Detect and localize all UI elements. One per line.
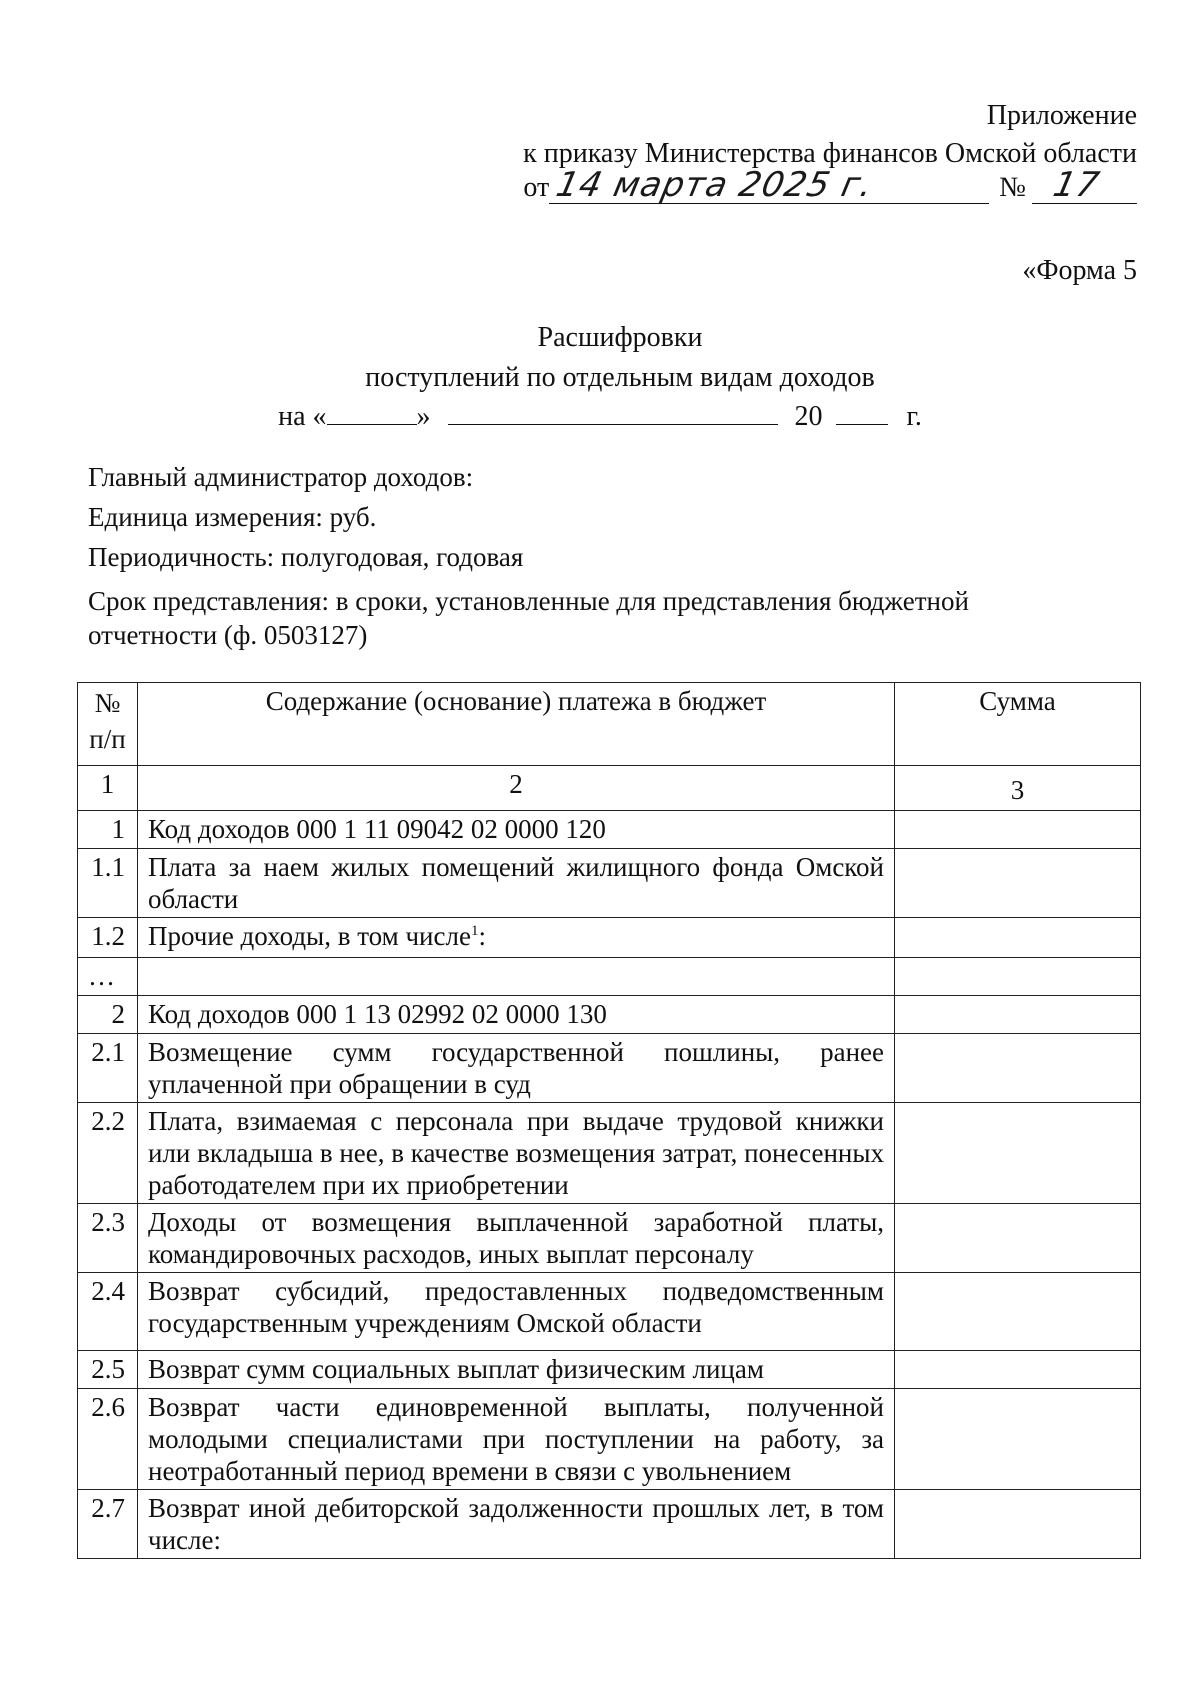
meta-period: Периодичность: полугодовая, годовая [88,542,524,572]
row-number: 2.1 [78,1034,138,1103]
row-content: Возмещение сумм государственной пошлины, ранее уплаченной при обращении в суд [138,1034,895,1103]
row-content: Плата, взимаемая с персонала при выдаче трудовой книжки или вкладыша в нее, в качестве возмещения затрат, понесенных работодателем при их приобретении [138,1103,895,1204]
year-suffix: г. [906,401,922,432]
row-sum [895,849,1141,918]
row-content: Возврат субсидий, предоставленных подведомственным государственным учреждениям Омской области [138,1273,895,1351]
table-row [78,1034,1141,1103]
table-row [78,1389,1141,1490]
date-prefix: от [523,172,550,203]
header-content: Содержание (основание) платежа в бюджет [138,683,895,766]
table-row [78,1351,1141,1389]
row-content-text: Прочие доходы, в том числе [148,921,471,951]
row-content: Код доходов 000 1 11 09042 02 0000 120 [138,811,895,849]
table-row [78,1103,1141,1204]
row-sum [895,958,1141,996]
row-sum [895,1034,1141,1103]
row-sum [895,1351,1141,1389]
row-content: Плата за наем жилых помещений жилищного фонда Омской области [138,849,895,918]
row-number: 1.1 [78,849,138,918]
table-row [78,811,1141,849]
row-sum [895,918,1141,958]
row-content: Возврат части единовременной выплаты, полученной молодыми специалистами при поступлении на работу, за неотработанный период времени в связи с увольнением [138,1389,895,1490]
row-sum [895,996,1141,1034]
number-field [1032,165,1137,205]
row-number: 2.4 [78,1273,138,1351]
row-number: 2.7 [78,1490,138,1559]
table-row [78,918,1141,958]
row-content-tail: : [478,921,486,951]
row-sum [895,1204,1141,1273]
row-number: 2.2 [78,1103,138,1204]
row-content [138,958,895,996]
row-content: Возврат сумм социальных выплат физическим лицам [138,1351,895,1389]
row-content: Код доходов 000 1 13 02992 02 0000 130 [138,996,895,1034]
table-index-row [78,766,1141,811]
date-field [549,165,989,205]
row-content [138,918,895,958]
table-row [78,996,1141,1034]
row-number: 2 [78,996,138,1034]
row-content: Возврат иной дебиторской задолженности прошлых лет, в том числе: [138,1490,895,1559]
report-date-line [0,400,1200,433]
row-sum [895,1273,1141,1351]
row-number: 1.2 [78,918,138,958]
page-subtitle: поступлений по отдельным видам доходов [365,362,875,393]
appendix-date-line [523,165,1137,205]
day-blank [327,400,417,425]
table-header-row [78,683,1141,766]
handwritten-date: 14 марта 2025 г. [553,165,878,205]
year-prefix: 20 [794,401,823,432]
index-cell-2: 2 [138,766,895,811]
row-number: … [78,958,138,996]
index-cell-1: 1 [78,766,138,811]
revenue-table [77,682,1141,1559]
table-row [78,1204,1141,1273]
form-reference: «Форма 5 [1022,255,1137,286]
row-sum [895,1490,1141,1559]
report-date-prefix: на « [278,401,327,432]
row-number: 2.3 [78,1204,138,1273]
meta-deadline: Срок представления: в сроки, установленные для представления бюджетной отчетности (ф. 0503127) [88,586,969,650]
footnote-mark: 1 [470,923,479,939]
table-row [78,1490,1141,1559]
index-cell-3: 3 [895,766,1141,811]
meta-unit: Единица измерения: руб. [88,502,377,532]
table-row [78,1273,1141,1351]
row-sum [895,1389,1141,1490]
report-date-quote-close: » [416,401,431,432]
row-content: Доходы от возмещения выплаченной заработной платы, командировочных расходов, иных выплат персоналу [138,1204,895,1273]
row-number: 2.6 [78,1389,138,1490]
year-blank [836,400,888,425]
appendix-title: Приложение [986,100,1137,131]
table-row [78,958,1141,996]
page-title: Расшифровки [537,322,703,353]
handwritten-number: 17 [1049,165,1104,205]
table-body [78,811,1141,1559]
header-sum: Сумма [895,683,1141,766]
header-num: № п/п [78,683,138,766]
number-label: № [999,172,1026,203]
row-number: 1 [78,811,138,849]
row-number: 2.5 [78,1351,138,1389]
appendix-order-line: к приказу Министерства финансов Омской области [523,138,1137,169]
row-sum [895,811,1141,849]
meta-admin: Главный администратор доходов: [88,462,474,492]
table-row [78,849,1141,918]
month-blank [448,400,778,425]
row-sum [895,1103,1141,1204]
